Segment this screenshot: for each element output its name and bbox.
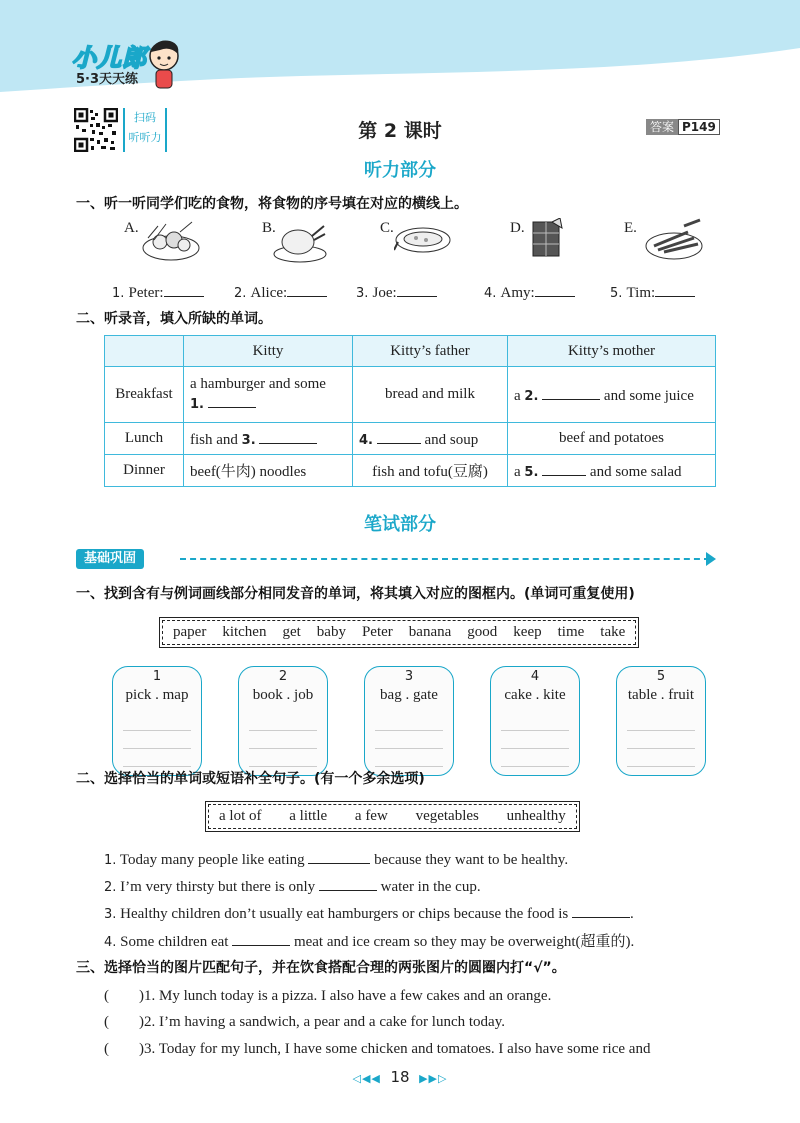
table-header-cell: [105, 336, 184, 367]
answer-label: 答案: [646, 119, 678, 135]
mascot-icon: [146, 38, 182, 90]
blank-joe: [356, 282, 437, 302]
blank-name: Tim:: [626, 285, 656, 301]
listening-section-title: 听力部分: [364, 160, 436, 181]
card-example: pick . map: [125, 687, 189, 703]
sentence-text: Healthy children don’t usually eat hamburgers or chips because the food is: [120, 906, 569, 922]
answer-line[interactable]: [164, 282, 204, 297]
sound-card[interactable]: [238, 666, 328, 776]
answer-line[interactable]: [542, 385, 600, 400]
cell-text: a: [514, 387, 521, 404]
blank-peter: [112, 282, 204, 302]
sound-card[interactable]: [490, 666, 580, 776]
sentence-item: [104, 930, 634, 951]
writing-lines: [249, 713, 317, 769]
blank-amy: [484, 282, 575, 302]
table-row: [105, 455, 716, 487]
blank-number: 5.: [524, 464, 539, 480]
writing-q1-heading: 一、找到含有与例词画线部分相同发音的单词，将其填入对应的图框内。(单词可重复使用): [76, 586, 635, 602]
blank-number: 4.: [484, 286, 497, 301]
writing-lines: [123, 713, 191, 769]
phrase-option: a few: [354, 808, 388, 824]
card-number: 2: [278, 669, 288, 684]
writing-q3-heading: 三、选择恰当的图片匹配句子，并在饮食搭配合理的两张图片的圆圈内打“√”。: [76, 960, 566, 976]
word-option: take: [600, 624, 626, 640]
match-item: [104, 1037, 650, 1058]
answer-line[interactable]: [572, 903, 630, 918]
card-example: table . fruit: [627, 687, 695, 703]
table-cell: beef(牛肉) noodles: [184, 455, 353, 487]
card-number: 4: [530, 669, 540, 684]
sound-card[interactable]: [616, 666, 706, 776]
brand-name: 小儿郎: [72, 44, 147, 72]
answer-line[interactable]: [535, 282, 575, 297]
row-label: Breakfast: [105, 367, 184, 423]
card-number: 3: [404, 669, 414, 684]
cell-text: and some juice: [603, 387, 694, 404]
food-chocolate-icon: [530, 218, 564, 260]
food-label-a: A.: [124, 220, 139, 236]
table-header-cell: Kitty’s mother: [508, 336, 716, 367]
blank-number: 1.: [190, 397, 204, 412]
food-salad-icon: [140, 218, 202, 262]
table-header-cell: Kitty’s father: [353, 336, 508, 367]
divider-dashed: [180, 558, 710, 560]
match-item: [104, 984, 551, 1005]
listening-q1-heading: 一、听一听同学们吃的食物，将食物的序号填在对应的横线上。: [76, 196, 468, 212]
sentence-number: 3.: [104, 907, 117, 922]
writing-lines: [627, 713, 695, 769]
cell-text: and soup: [424, 431, 479, 448]
item-text: Today for my lunch, I have some chicken and tomatoes. I also have some rice and: [158, 1041, 651, 1057]
sentence-text: water in the cup.: [380, 879, 481, 895]
blank-number: 5.: [610, 286, 623, 301]
sentence-text: because they want to be healthy.: [374, 852, 569, 868]
table-cell: [353, 423, 508, 455]
food-label-d: D.: [510, 220, 525, 236]
cell-text: a hamburger and some: [190, 376, 326, 392]
page-number: [0, 1068, 800, 1086]
sentence-text: .: [629, 906, 634, 922]
sentence-text: Some children eat: [120, 934, 229, 950]
phrase-option: vegetables: [415, 808, 479, 824]
brand-logo: [72, 38, 182, 98]
basics-label: 基础巩固: [76, 549, 144, 569]
page-number-text: 18: [390, 1068, 410, 1086]
answer-line[interactable]: [377, 429, 421, 444]
answer-line[interactable]: [208, 393, 256, 408]
table-cell: beef and potatoes: [508, 423, 716, 455]
table-header-row: [105, 336, 716, 367]
word-option: paper: [173, 624, 207, 640]
row-label: Dinner: [105, 455, 184, 487]
table-cell: bread and milk: [353, 367, 508, 423]
phrase-bank-box: [208, 804, 577, 829]
page-title: 第 2 课时: [358, 120, 442, 142]
row-label: Lunch: [105, 423, 184, 455]
sentence-text: meat and ice cream so they may be overweight(超重的).: [293, 934, 635, 950]
phrase-option: a lot of: [219, 808, 262, 824]
answer-paren[interactable]: ( ): [104, 988, 144, 1004]
word-option: baby: [316, 624, 346, 640]
food-label-e: E.: [624, 220, 637, 236]
blank-name: Amy:: [500, 285, 535, 301]
cell-text: and some salad: [589, 463, 682, 480]
sentence-number: 2.: [104, 880, 117, 895]
table-row: [105, 367, 716, 423]
right-arrows-icon: ▶▶▷: [419, 1072, 448, 1085]
food-label-b: B.: [262, 220, 276, 236]
answer-reference: [646, 118, 720, 135]
item-text: My lunch today is a pizza. I also have a few cakes and an orange.: [159, 988, 552, 1004]
answer-paren[interactable]: ( ): [104, 1041, 144, 1057]
item-number: 2.: [144, 1014, 156, 1030]
writing-q2-heading: 二、选择恰当的单词或短语补全句子。(有一个多余选项): [76, 771, 425, 787]
sentence-text: Today many people like eating: [119, 852, 305, 868]
card-example: cake . kite: [504, 687, 566, 703]
blank-name: Alice:: [250, 285, 288, 301]
answer-line[interactable]: [655, 282, 695, 297]
scan-label-line1: 扫码: [134, 111, 156, 124]
food-soup-icon: [394, 220, 452, 260]
table-cell: [184, 423, 353, 455]
sentence-item: [104, 849, 568, 869]
blank-alice: [234, 282, 327, 302]
card-number: 5: [656, 669, 666, 684]
sound-card[interactable]: [364, 666, 454, 776]
sentence-item: [104, 903, 634, 923]
word-bank-box: [162, 620, 636, 645]
answer-paren[interactable]: ( ): [104, 1014, 144, 1030]
writing-lines: [501, 713, 569, 769]
sentence-item: [104, 876, 481, 896]
sentence-text: I’m very thirsty but there is only: [120, 879, 316, 895]
blank-name: Joe:: [372, 285, 397, 301]
arrow-right-icon: [706, 552, 716, 566]
answer-line[interactable]: [259, 429, 317, 444]
cell-text: a: [514, 463, 521, 480]
word-option: good: [467, 624, 498, 640]
blank-tim: [610, 282, 695, 302]
table-cell: fish and tofu(豆腐): [353, 455, 508, 487]
sentence-number: 1.: [104, 853, 117, 868]
scan-label-line2: 听听力: [128, 131, 162, 144]
left-arrows-icon: ◁◀◀: [352, 1072, 381, 1085]
phrase-option: a little: [289, 808, 328, 824]
brand-series: 5·3天天练: [76, 72, 139, 87]
word-option: time: [557, 624, 585, 640]
blank-number: 2.: [234, 286, 247, 301]
word-option: Peter: [361, 624, 393, 640]
sound-card[interactable]: [112, 666, 202, 776]
card-number: 1: [152, 669, 162, 684]
answer-line[interactable]: [542, 461, 586, 476]
blank-number: 4.: [359, 432, 373, 448]
blank-number: 1.: [112, 286, 125, 301]
match-item: [104, 1010, 505, 1031]
answer-line[interactable]: [308, 849, 370, 864]
answer-line[interactable]: [397, 282, 437, 297]
table-header-cell: Kitty: [184, 336, 353, 367]
answer-line[interactable]: [319, 876, 377, 891]
item-text: I’m having a sandwich, a pear and a cake for lunch today.: [159, 1014, 505, 1030]
word-option: get: [282, 624, 301, 640]
cell-text: fish and: [190, 431, 238, 448]
phrase-option: unhealthy: [506, 808, 566, 824]
word-option: keep: [513, 624, 542, 640]
table-cell: [184, 367, 353, 423]
sentence-number: 4.: [104, 935, 117, 950]
food-vegetables-icon: [644, 218, 704, 262]
table-row: [105, 423, 716, 455]
listening-q2-heading: 二、听录音，填入所缺的单词。: [76, 311, 272, 327]
blank-name: Peter:: [128, 285, 164, 301]
answer-line[interactable]: [232, 931, 290, 946]
food-label-c: C.: [380, 220, 394, 236]
table-cell: [508, 455, 716, 487]
answer-line[interactable]: [287, 282, 327, 297]
writing-section-title: 笔试部分: [364, 514, 436, 535]
food-chicken-icon: [272, 218, 328, 264]
card-example: book . job: [252, 687, 314, 703]
item-number: 1.: [144, 988, 156, 1004]
meal-table: [104, 335, 716, 487]
blank-number: 3.: [356, 286, 369, 301]
blank-number: 2.: [524, 388, 539, 404]
blank-number: 3.: [241, 432, 256, 448]
answer-page: P149: [678, 119, 720, 135]
item-number: 3.: [144, 1041, 156, 1057]
table-cell: [508, 367, 716, 423]
writing-lines: [375, 713, 443, 769]
word-option: kitchen: [222, 624, 267, 640]
card-example: bag . gate: [380, 687, 438, 703]
word-option: banana: [408, 624, 452, 640]
